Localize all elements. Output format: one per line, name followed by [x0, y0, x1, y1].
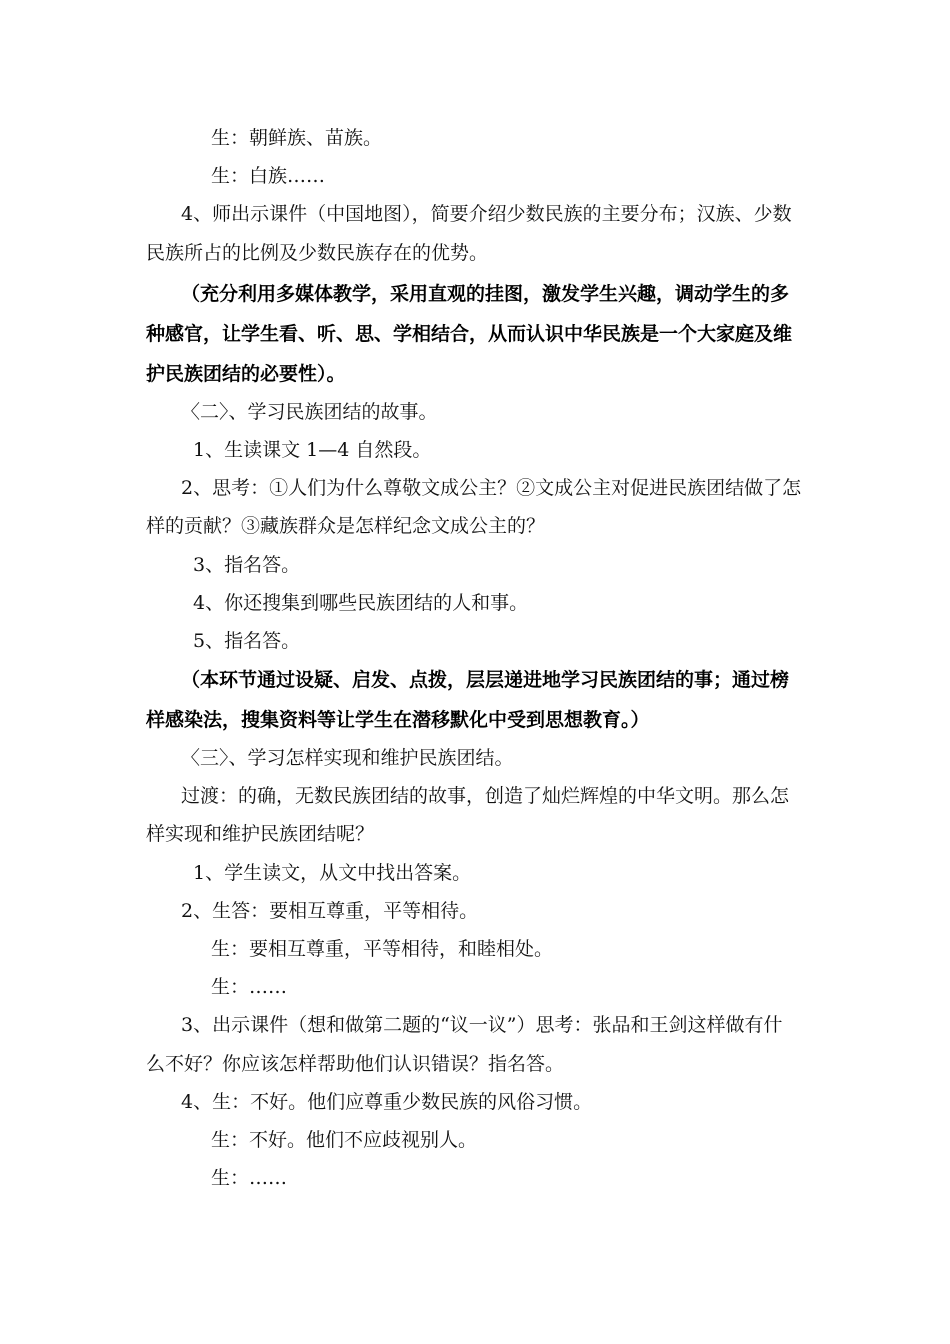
line-step-4b: 民族所占的比例及少数民族存在的优势。	[146, 242, 489, 264]
line-s3-1: 1、学生读文，从文中找出答案。	[193, 862, 472, 884]
note-1a: （充分利用多媒体教学，采用直观的挂图，激发学生兴趣，调动学生的多	[181, 283, 790, 305]
line-s3-2: 2、生答：要相互尊重，平等相待。	[181, 900, 479, 922]
line-s2-4: 4、你还搜集到哪些民族团结的人和事。	[193, 592, 529, 614]
section-heading-3: 〈三〉、学习怎样实现和维护民族团结。	[181, 747, 514, 769]
line-s3-4: 4、生：不好。他们应尊重少数民族的风俗习惯。	[181, 1091, 593, 1113]
line-transition-a: 过渡：的确，无数民族团结的故事，创造了灿烂辉煌的中华文明。那么怎	[181, 785, 790, 807]
line-s2-2a: 2、思考：①人们为什么尊敬文成公主？②文成公主对促进民族团结做了怎	[181, 477, 802, 499]
note-1c: 护民族团结的必要性）。	[146, 363, 346, 385]
line-s3-reply-1: 生：要相互尊重，平等相待，和睦相处。	[211, 938, 554, 960]
line-s3-reply-3: 生：不好。他们不应歧视别人。	[211, 1129, 478, 1151]
note-2b: 样感染法，搜集资料等让学生在潜移默化中受到思想教育。）	[146, 709, 650, 731]
line-transition-b: 样实现和维护民族团结呢？	[146, 823, 375, 845]
line-step-4a: 4、师出示课件（中国地图），简要介绍少数民族的主要分布；汉族、少数	[181, 203, 792, 225]
line-s3-3a: 3、出示课件（想和做第二题的“议一议”）思考：张品和王剑这样做有什	[181, 1014, 783, 1036]
line-s2-3: 3、指名答。	[193, 554, 301, 576]
line-s3-3b: 么不好？你应该怎样帮助他们认识错误？指名答。	[146, 1053, 565, 1075]
note-2a: （本环节通过设疑、启发、点拨，层层递进地学习民族团结的事；通过榜	[181, 669, 790, 691]
line-s3-reply-4: 生：……	[211, 1167, 288, 1189]
line-s3-reply-2: 生：……	[211, 976, 288, 998]
line-reply-1: 生：朝鲜族、苗族。	[211, 127, 383, 149]
line-s2-1: 1、生读课文 1—4 自然段。	[193, 439, 432, 461]
note-1b: 种感官，让学生看、听、思、学相结合，从而认识中华民族是一个大家庭及维	[146, 323, 793, 345]
line-s2-5: 5、指名答。	[193, 630, 301, 652]
line-s2-2b: 样的贡献？③藏族群众是怎样纪念文成公主的？	[146, 515, 546, 537]
section-heading-2: 〈二〉、学习民族团结的故事。	[181, 401, 438, 423]
line-reply-2: 生：白族……	[211, 165, 326, 187]
